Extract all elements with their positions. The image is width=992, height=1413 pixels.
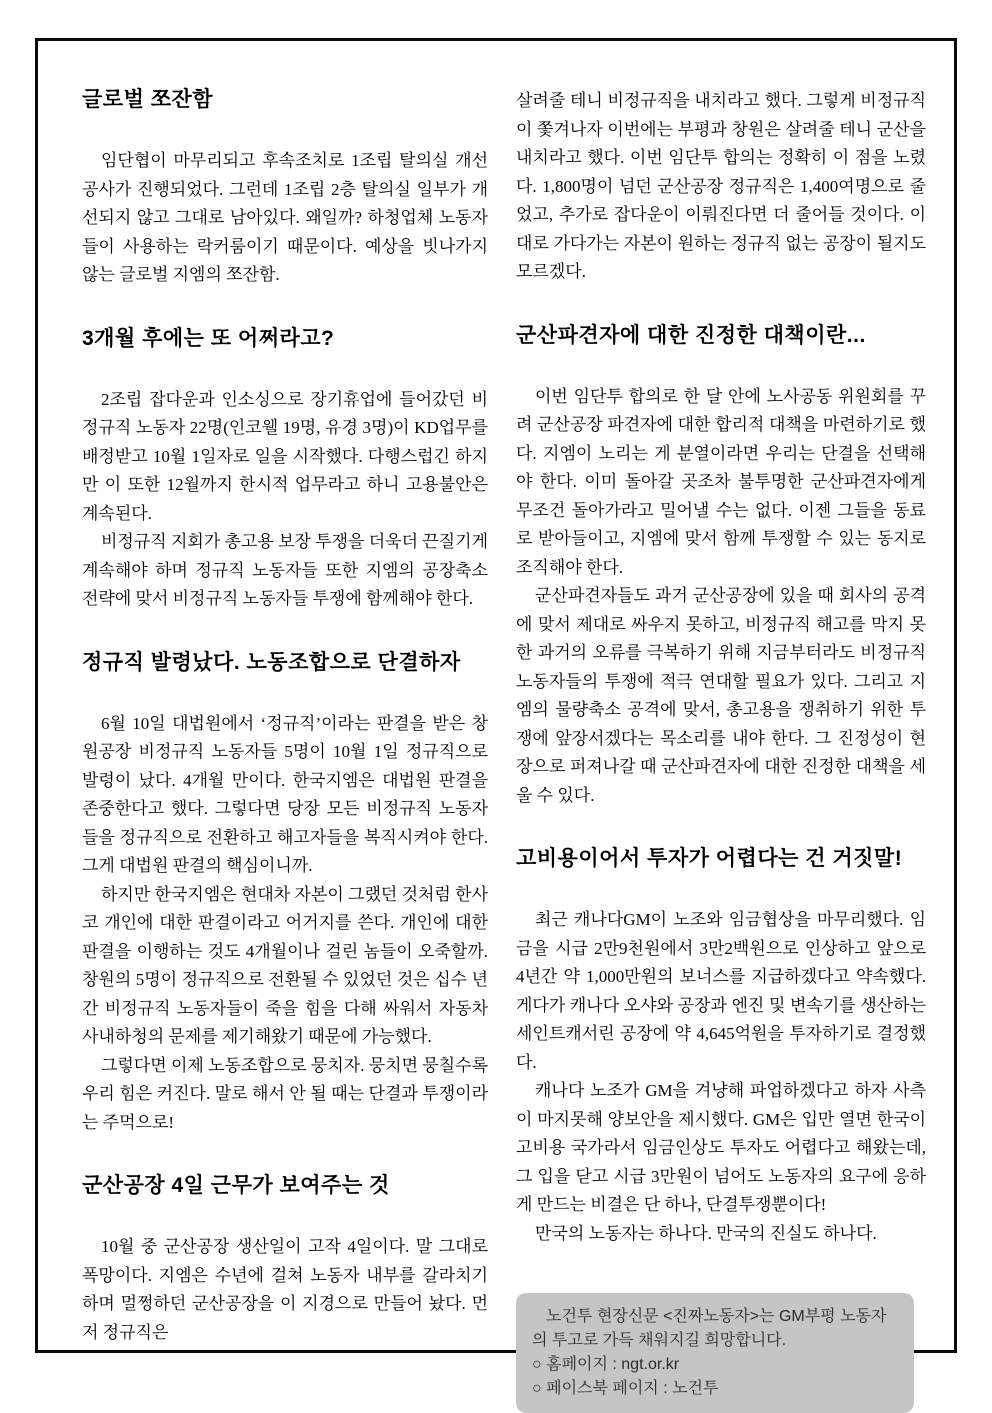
info-box-facebook: ○ 페이스북 페이지 : 노건투 (532, 1380, 719, 1397)
paragraph: 그렇다면 이제 노동조합으로 뭉치자. 뭉치면 뭉칠수록 우리 힘은 커진다. 말로 해서 안 될 때는 단결과 투쟁이라는 주먹으로! (82, 1055, 488, 1132)
section-heading: 군산공장 4일 근무가 보여주는 것 (82, 1174, 390, 1197)
paragraph: 군산파견자들도 과거 군산공장에 있을 때 회사의 공격에 맞서 제대로 싸우지 못하고, 비정규직 해고를 막지 못한 과거의 오류를 극복하기 위해 지금부터라도 비정규직 노동자들의 투쟁에 적극 연대할 필요가 있다. 그리고 지엠의 물량축소 공격에 맞서, 총고용을 쟁취하기 위한 투쟁에 앞장서겠다는 목소리를 내야 한다. 그 진정성이 현장으로 퍼져나갈 때 군산파견자에 대한 진정한 대책을 세울 수 있다. (516, 586, 926, 805)
paragraph: 캐나다 노조가 GM을 겨냥해 파업하겠다고 하자 사측이 마지못해 양보안을 제시했다. GM은 입만 열면 한국이 고비용 국가라서 임금인상도 투자도 어렵다고 해왔는데, 그 입을 닫고 시급 3만원이 넘어도 노동자의 요구에 응하게 만드는 비결은 단 하나, 단결투쟁뿐이다! (516, 1081, 926, 1214)
section-high-cost-lie (516, 846, 926, 1248)
section-gunsan-4day-work (82, 1173, 488, 1347)
section-heading: 정규직 발령났다. 노동조합으로 단결하자 (82, 650, 461, 674)
paragraph: 비정규직 지회가 총고용 보장 투쟁을 더욱더 끈질기게 계속해야 하며 정규직 노동자들 또한 지엠의 공장축소 전략에 맞서 비정규직 노동자들 투쟁에 함께해야 한다. (82, 532, 488, 608)
paragraph: 최근 캐나다GM이 노조와 임금협상을 마무리했다. 임금을 시급 2만9천원에서 3만2백원으로 인상하고 앞으로 4년간 약 1,000만원의 보너스를 지급하겠다고 약속했다. 게다가 캐나다 오샤와 공장과 엔진 및 변속기를 생산하는 세인트캐서린 공장에 약 4,645억원을 투자하기로 결정했다. (516, 910, 926, 1072)
section-gunsan-4day-work-continued (516, 87, 926, 287)
newsletter-page (35, 38, 957, 1397)
paragraph: 하지만 한국지엠은 현대차 자본이 그랬던 것처럼 한사코 개인에 대한 판결이라고 어거지를 쓴다. 개인에 대한 판결을 이행하는 것도 4개월이나 걸린 놈들이 오죽할까. 창원의 5명이 정규직으로 전환될 수 있었던 것은 십수 년간 비정규직 노동자들이 죽을 힘을 다해 싸워서 자동차 사내하청의 문제를 제기해왔기 때문에 가능했다. (82, 884, 488, 1046)
paragraph: 이번 임단투 합의로 한 달 안에 노사공동 위원회를 꾸려 군산공장 파견자에 대한 합리적 대책을 마련하기로 했다. 지엠이 노리는 게 분열이라면 우리는 단결을 선택해야 한다. 이미 돌아갈 곳조차 불투명한 군산파견자에게 무조건 돌아가라고 밀어낼 수는 없다. 이젠 그들을 동료로 받아들이고, 지엠에 맞서 함께 투쟁할 수 있는 동지로 조직해야 한다. (516, 386, 926, 577)
right-column (516, 87, 926, 1413)
section-heading: 글로벌 쪼잔함 (82, 88, 214, 111)
section-gunsan-dispatch-measures (516, 323, 926, 811)
submission-info-box (516, 1293, 914, 1413)
continuation-paragraph: 살려줄 테니 비정규직을 내치라고 했다. 그렇게 비정규직이 쫓겨나자 이번에는 부평과 창원은 살려줄 테니 군산을 내치라고 했다. 이번 임단투 합의는 정확히 이 점을 노렸다. 1,800명이 넘던 군산공장 정규직은 1,400여명으로 줄었고, 추가로 잡다운이 이뤄진다면 더 줄어들 것이다. 이대로 가다가는 자본이 원하는 정규직 없는 공장이 될지도 모르겠다. (516, 91, 926, 281)
info-box-homepage: ○ 홈페이지 : ngt.or.kr (532, 1356, 680, 1373)
paragraph: 10월 중 군산공장 생산일이 고작 4일이다. 말 그대로 폭망이다. 지엠은 수년에 걸쳐 노동자 내부를 갈라치기하며 멀쩡하던 군산공장을 이 지경으로 만들어 놨다. 먼저 정규직은 (82, 1237, 488, 1342)
left-column (82, 87, 488, 1413)
page-content (38, 41, 954, 1413)
section-heading: 3개월 후에는 또 어쩌라고? (82, 326, 335, 350)
section-heading: 고비용이어서 투자가 어렵다는 건 거짓말! (516, 847, 903, 870)
paragraph: 만국의 노동자는 하나다. 만국의 진실도 하나다. (535, 1223, 877, 1243)
info-box-list (532, 1353, 898, 1401)
section-regular-appointment (82, 650, 488, 1138)
section-heading: 군산파견자에 대한 진정한 대책이란... (516, 323, 866, 347)
paragraph: 6월 10일 대법원에서 ‘정규직’이라는 판결을 받은 창원공장 비정규직 노동자들 5명이 10월 1일 정규직으로 발령이 났다. 4개월 만이다. 한국지엠은 대법원 판결을 존중한다고 했다. 그렇다면 당장 모든 비정규직 노동자들을 정규직으로 전환하고 해고자들을 복직시켜야 한다. 그게 대법원 판결의 핵심이니까. (82, 713, 488, 875)
info-box-intro: 노건투 현장신문 <진짜노동자>는 GM부평 노동자의 투고로 가득 채워지길 희망합니다. (532, 1308, 887, 1349)
section-global-stinginess (82, 87, 488, 290)
paragraph: 2조립 잡다운과 인소싱으로 장기휴업에 들어갔던 비정규직 노동자 22명(인코웰 19명, 유경 3명)이 KD업무를 배정받고 10월 1일자로 일을 시작했다. 다행스럽긴 하지만 이 또한 12월까지 한시적 업무라고 하니 고용불안은 계속된다. (82, 389, 488, 523)
paragraph: 임단협이 마무리되고 후속조치로 1조립 탈의실 개선공사가 진행되었다. 그런데 1조립 2층 탈의실 일부가 개선되지 않고 그대로 남아있다. 왜일까? 하청업체 노동자들이 사용하는 락커룸이기 때문이다. 예상을 빗나가지 않는 글로벌 지엠의 쪼잔함. (82, 151, 488, 284)
section-3-months-later (82, 326, 488, 614)
